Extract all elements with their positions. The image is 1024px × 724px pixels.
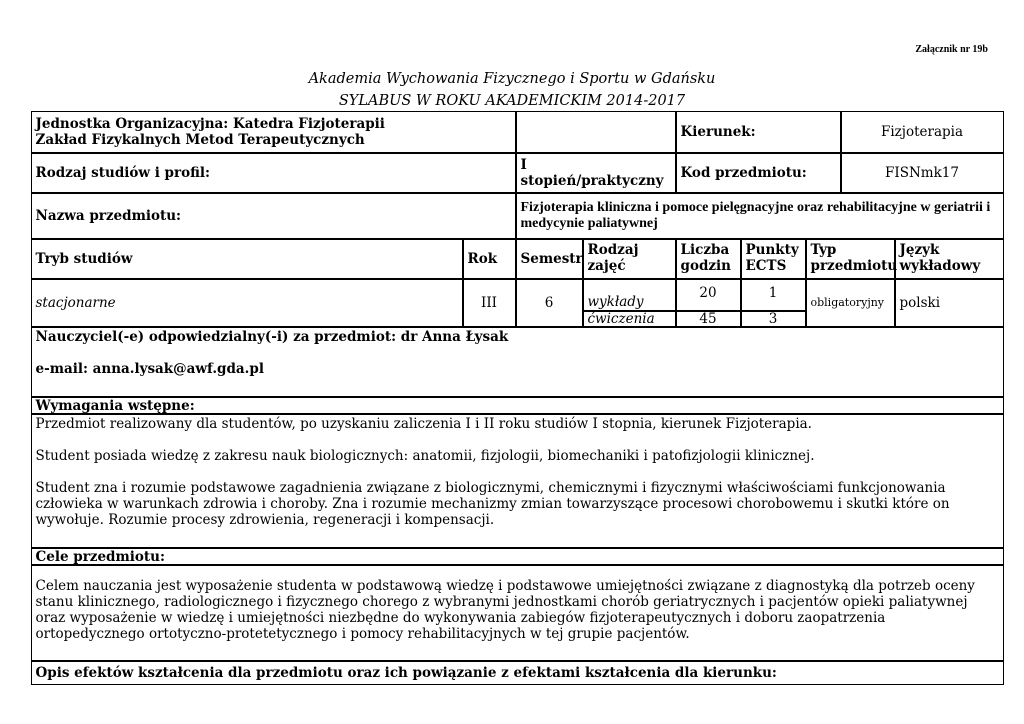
col-language-l2: wykładowy xyxy=(899,257,981,274)
teacher-email: e-mail: anna.lysak@awf.gda.pl xyxy=(35,360,264,377)
syllabus-title: SYLABUS W ROKU AKADEMICKIM 2014-2017 xyxy=(338,93,686,109)
teacher-cell xyxy=(31,327,1004,397)
goals-content xyxy=(31,565,1004,661)
col-language-l1: Język xyxy=(899,241,940,258)
col-class-type xyxy=(583,239,676,279)
col-ects xyxy=(741,239,806,279)
col-semester: Semestr xyxy=(516,239,583,279)
course-name-value: Fizjoterapia kliniczna i pomoce pielęgnacyjne oraz rehabilitacyjne w geriatrii i medycynie paliatywnej xyxy=(516,193,1004,239)
row-class-lecture: wykłady xyxy=(583,279,676,311)
col-hours-l2: godzin xyxy=(680,257,731,274)
teacher-line: Nauczyciel(-e) odpowiedzialny(-i) za przedmiot: dr Anna Łysak xyxy=(35,328,509,345)
row-class-exercise: ćwiczenia xyxy=(583,311,676,327)
col-hours xyxy=(676,239,741,279)
col-language xyxy=(895,239,1004,279)
course-code-label: Kod przedmiotu: xyxy=(676,153,841,193)
row-hours-lecture: 20 xyxy=(676,279,741,311)
outcomes-label: Opis efektów kształcenia dla przedmiotu oraz ich powiązanie z efektami kształcenia dla kierunku: xyxy=(31,661,1004,685)
prerequisites-content xyxy=(31,414,1004,548)
direction-label: Kierunek: xyxy=(676,111,841,153)
prerequisites-p3: Student zna i rozumie podstawowe zagadnienia związane z biologicznymi, chemicznymi i fizycznymi właściwościami funkcjonowania człowieka w warunkach zdrowia i choroby. Zna i rozumie mechanizmy zmian towarzyszące procesowi chorobowemu i skutki które on wywołuje. Rozumie procesy zdrowienia, regeneracji i kompensacji. xyxy=(35,479,950,528)
col-hours-l1: Liczba xyxy=(680,241,730,258)
col-subject-type-l1: Typ xyxy=(810,241,837,258)
course-code-value: FISNmk17 xyxy=(841,153,1004,193)
unit-cell xyxy=(31,111,516,153)
unit-empty-cell xyxy=(516,111,676,153)
study-type-value: I stopień/praktyczny xyxy=(516,153,676,193)
col-subject-type xyxy=(806,239,898,279)
goals-label: Cele przedmiotu: xyxy=(31,548,1004,565)
row-language: polski xyxy=(895,279,1004,327)
col-ects-l1: Punkty xyxy=(745,241,799,258)
prereq-spacer-1 xyxy=(36,432,999,448)
col-mode: Tryb studiów xyxy=(31,239,463,279)
goals-p1: Celem nauczania jest wyposażenie studenta w podstawową wiedzę i podstawowe umiejętności związane z diagnostyką dla potrzeb oceny stanu klinicznego, radiologicznego i fizycznego chorego z wybranymi jednostkami chorób geriatrycznych i pacjentów opieki paliatywnej xyxy=(35,577,975,610)
course-name-label: Nazwa przedmiotu: xyxy=(31,193,516,239)
prerequisites-p2: Student posiada wiedzę z zakresu nauk biologicznych: anatomii, fizjologii, biomechaniki i patofizjologii klinicznej. xyxy=(35,447,815,464)
study-type-label: Rodzaj studiów i profil: xyxy=(31,153,516,193)
col-class-type-l1: Rodzaj xyxy=(587,241,639,258)
attachment-number: Załącznik nr 19b xyxy=(915,44,988,55)
col-subject-type-l2: przedmiotu xyxy=(810,257,898,274)
prereq-spacer-2 xyxy=(36,464,999,480)
row-ects-lecture: 1 xyxy=(741,279,806,311)
institution-title: Akademia Wychowania Fizycznego i Sportu w Gdańsku xyxy=(308,71,716,87)
syllabus-table xyxy=(31,111,1004,685)
prerequisites-label: Wymagania wstępne: xyxy=(31,397,1004,414)
row-ects-exercise: 3 xyxy=(741,311,806,327)
direction-value: Fizjoterapia xyxy=(841,111,1004,153)
unit-line-2: Zakład Fizykalnych Metod Terapeutycznych xyxy=(35,131,365,148)
unit-line-1: Jednostka Organizacyjna: Katedra Fizjoterapii xyxy=(35,115,385,132)
goals-p2: oraz wyposażenie w wiedzę i umiejętności niezbędne do wykonywania zabiegów fizjoterapeutycznych i doboru zaopatrzenia ortopedycznego ortotyczno-protetetycznego i pomocy rehabilitacyjnych w tej grupie pacjentów. xyxy=(35,609,886,642)
row-year: III xyxy=(463,279,516,327)
row-semester: 6 xyxy=(516,279,583,327)
col-ects-l2: ECTS xyxy=(745,257,787,274)
prerequisites-p1: Przedmiot realizowany dla studentów, po uzyskaniu zaliczenia I i II roku studiów I stopnia, kierunek Fizjoterapia. xyxy=(35,415,812,432)
row-mode: stacjonarne xyxy=(31,279,463,327)
teacher-spacer xyxy=(36,345,999,361)
col-year: Rok xyxy=(463,239,516,279)
row-hours-exercise: 45 xyxy=(676,311,741,327)
row-subject-type: obligatoryjny xyxy=(806,279,895,327)
col-class-type-l2: zajęć xyxy=(587,257,626,274)
